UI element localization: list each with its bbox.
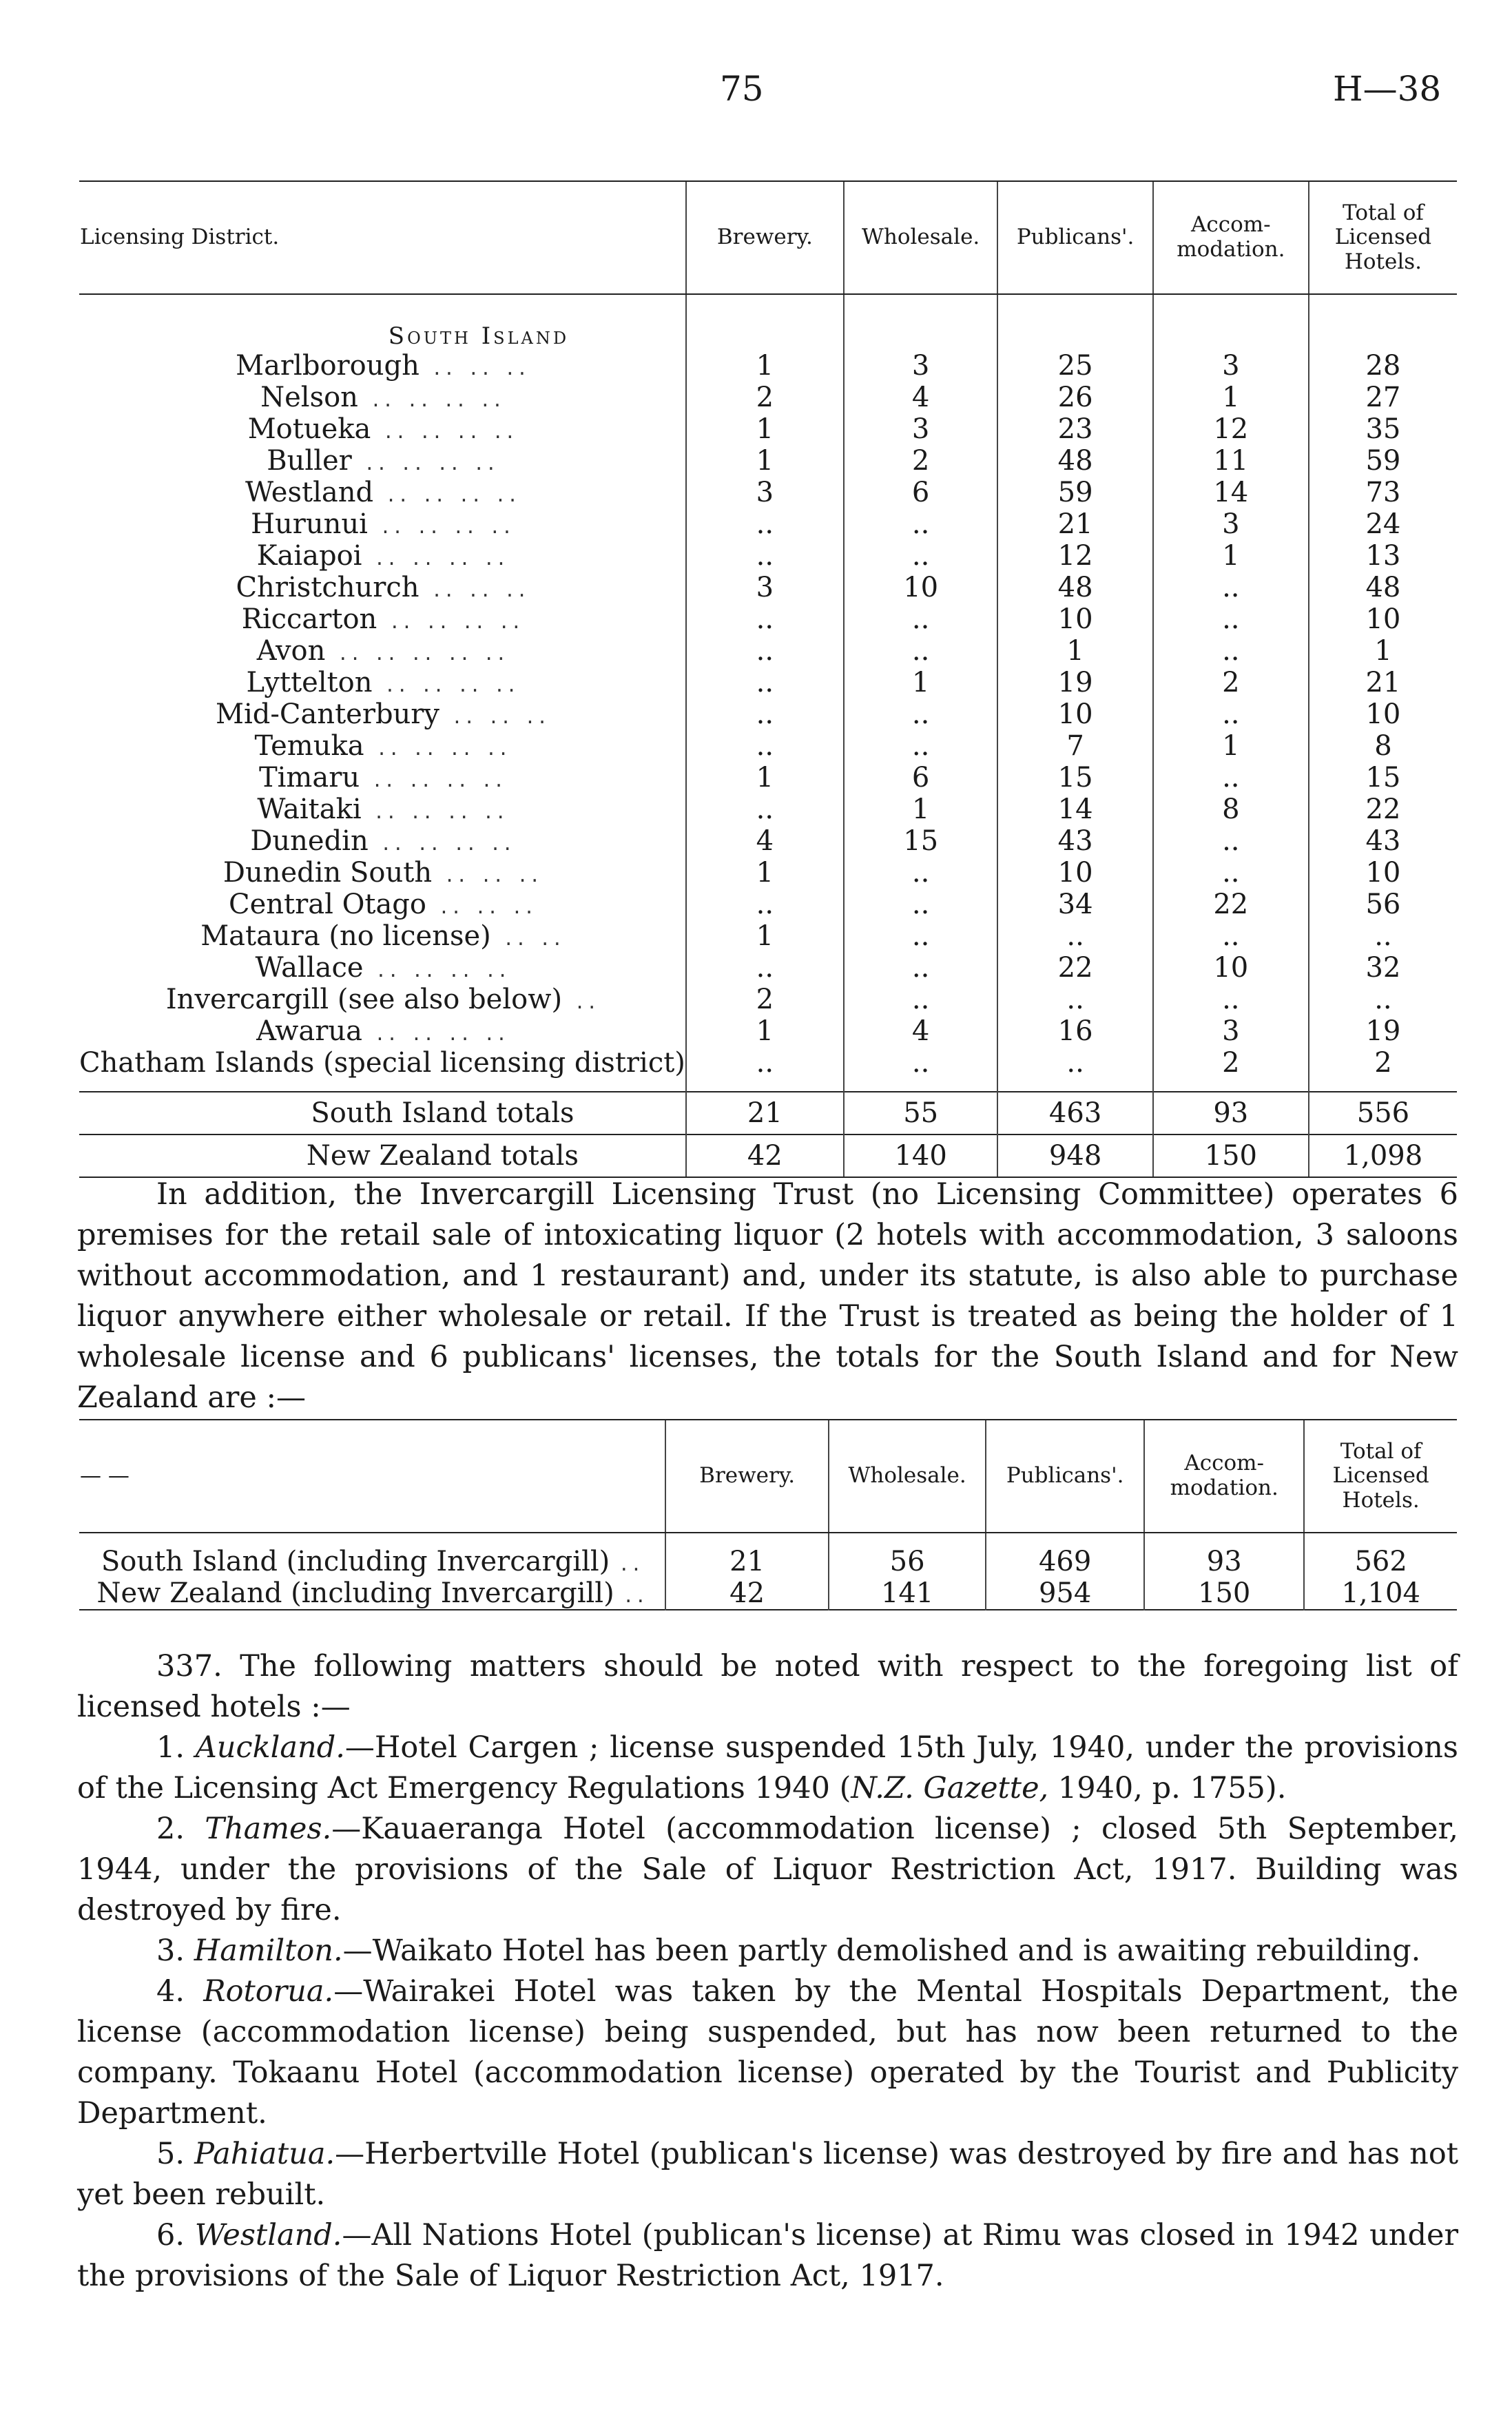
- cell: 59: [1309, 445, 1457, 477]
- list-item: 2. Thames.—Kauaeranga Hotel (accommodation license) ; closed 5th September, 1944, under the provisions of the Sale of Liquor Restriction Act, 1917. Building was destroyed by fire.: [77, 1812, 1458, 1927]
- cell: 6: [844, 477, 998, 508]
- district-name: Wallace: [255, 952, 364, 984]
- district-name: Dunedin South: [222, 857, 433, 889]
- cell: ..: [686, 698, 844, 730]
- cell: 42: [665, 1577, 829, 1610]
- list-item: 3. Hamilton.—Waikato Hotel has been partly demolished and is awaiting rebuilding.: [156, 1934, 1421, 1968]
- cell: 48: [997, 572, 1152, 603]
- cell: ..: [1309, 920, 1457, 952]
- cell: 22: [1309, 794, 1457, 825]
- cell: 21: [997, 508, 1152, 540]
- district-name: Motueka: [247, 413, 371, 445]
- column-header: Accom- modation.: [1144, 1420, 1304, 1533]
- cell: 48: [997, 445, 1152, 477]
- cell: 12: [997, 540, 1152, 572]
- cell: ..: [1153, 698, 1309, 730]
- cell: 10: [997, 603, 1152, 635]
- district-name: Chatham Islands (special licensing district): [79, 1047, 685, 1079]
- column-header: Publicans'.: [986, 1420, 1144, 1533]
- district-name: Temuka: [254, 730, 364, 762]
- cell: 14: [997, 794, 1152, 825]
- table-row: Awarua .. .. .. .. 1 4 16 3 19: [79, 1015, 1457, 1047]
- document-reference: H—38: [1333, 69, 1442, 109]
- district-name: Dunedin: [250, 825, 369, 857]
- cell: ..: [1153, 825, 1309, 857]
- list-item: 5. Pahiatua.—Herbertville Hotel (publican's license) was destroyed by fire and has not yet been rebuilt.: [77, 2137, 1459, 2212]
- cell: 12: [1153, 413, 1309, 445]
- cell: ..: [844, 1047, 998, 1079]
- cell: 43: [997, 825, 1152, 857]
- section-337: [77, 1646, 1458, 2297]
- cell: ..: [844, 984, 998, 1015]
- cell: 15: [1309, 762, 1457, 794]
- table-row: Riccarton .. .. .. .. .. .. 10 .. 10: [79, 603, 1457, 635]
- table-row: Waitaki .. .. .. .. .. 1 14 8 22: [79, 794, 1457, 825]
- cell: 25: [997, 350, 1152, 382]
- cell: 22: [1153, 889, 1309, 920]
- cell: 55: [844, 1092, 998, 1134]
- cell: 4: [686, 825, 844, 857]
- cell: ..: [844, 635, 998, 667]
- cell: ..: [1153, 572, 1309, 603]
- invercargill-trust-paragraph: [77, 1174, 1458, 1418]
- cell: ..: [1153, 857, 1309, 889]
- section-heading: South Island: [388, 322, 570, 350]
- cell: ..: [997, 920, 1152, 952]
- district-name: Christchurch: [236, 572, 420, 603]
- cell: 1: [686, 445, 844, 477]
- cell: 10: [1153, 952, 1309, 984]
- cell: 3: [1153, 508, 1309, 540]
- table-row: Timaru .. .. .. .. 1 6 15 .. 15: [79, 762, 1457, 794]
- table-row: Invercargill (see also below) .. 2 .. .. .. ..: [79, 984, 1457, 1015]
- cell: ..: [1153, 635, 1309, 667]
- cell: 16: [997, 1015, 1152, 1047]
- totals-label: South Island totals: [79, 1092, 686, 1134]
- cell: 93: [1144, 1546, 1304, 1577]
- cell: 1: [686, 1015, 844, 1047]
- cell: ..: [1153, 762, 1309, 794]
- cell: 1: [686, 413, 844, 445]
- table-row: Kaiapoi .. .. .. .. .. .. 12 1 13: [79, 540, 1457, 572]
- cell: 562: [1304, 1546, 1457, 1577]
- district-name: Central Otago: [229, 889, 426, 920]
- cell: 11: [1153, 445, 1309, 477]
- cell: ..: [686, 889, 844, 920]
- cell: 1: [686, 857, 844, 889]
- column-header: Brewery.: [665, 1420, 829, 1533]
- cell: 15: [844, 825, 998, 857]
- cell: 2: [686, 382, 844, 413]
- cell: 19: [1309, 1015, 1457, 1047]
- cell: 1: [1309, 635, 1457, 667]
- table-row: Temuka .. .. .. .. .. .. 7 1 8: [79, 730, 1457, 762]
- column-header: Accom- modation.: [1153, 181, 1309, 294]
- cell: 141: [829, 1577, 986, 1610]
- row-label: New Zealand (including Invercargill): [96, 1577, 614, 1609]
- cell: ..: [997, 984, 1152, 1015]
- cell: 954: [986, 1577, 1144, 1610]
- cell: 1: [997, 635, 1152, 667]
- cell: 469: [986, 1546, 1144, 1577]
- column-header: Total of Licensed Hotels.: [1304, 1420, 1457, 1533]
- cell: ..: [686, 730, 844, 762]
- cell: 42: [686, 1134, 844, 1177]
- cell: 56: [1309, 889, 1457, 920]
- place-name: Rotorua.: [203, 1974, 334, 2009]
- table-row: New Zealand (including Invercargill) .. 42 141 954 150 1,104: [79, 1577, 1457, 1610]
- column-header: Total of Licensed Hotels.: [1309, 181, 1457, 294]
- new-zealand-totals-row: [79, 1134, 1457, 1177]
- cell: 1,104: [1304, 1577, 1457, 1610]
- cell: 2: [1153, 667, 1309, 698]
- cell: ..: [1153, 920, 1309, 952]
- paragraph-text: In addition, the Invercargill Licensing Trust (no Licensing Committee) operates 6 premises for the retail sale of intoxicating liquor (2 hotels with accommodation, 3 saloons without accommodation, and 1 restaurant) and, under its statute, is also able to purchase liquor anywhere either wholesale or retail. If the Trust is treated as being the holder of 1 wholesale license and 6 publicans' licenses, the totals for the South Island and for New Zealand are :—: [77, 1177, 1458, 1415]
- cell: 10: [1309, 857, 1457, 889]
- cell: 1: [686, 920, 844, 952]
- district-name: Invercargill (see also below): [165, 984, 563, 1015]
- cell: 26: [997, 382, 1152, 413]
- table-header-row: — — Brewery. Wholesale. Publicans'. Accom- modation. Total of Licensed Hotels.: [79, 1420, 1457, 1533]
- cell: ..: [686, 667, 844, 698]
- cell: ..: [1309, 984, 1457, 1015]
- cell: ..: [844, 508, 998, 540]
- section-intro: 337. The following matters should be noted with respect to the foregoing list of licensed hotels :—: [77, 1649, 1458, 1724]
- cell: 1: [1153, 730, 1309, 762]
- district-name: Mid-Canterbury: [215, 698, 440, 730]
- cell: 10: [1309, 698, 1457, 730]
- table-row: Lyttelton .. .. .. .. .. 1 19 2 21: [79, 667, 1457, 698]
- cell: 8: [1153, 794, 1309, 825]
- cell: ..: [1153, 984, 1309, 1015]
- cell: 59: [997, 477, 1152, 508]
- cell: 10: [997, 698, 1152, 730]
- cell: 1: [844, 794, 998, 825]
- totals-label: New Zealand totals: [79, 1134, 686, 1177]
- cell: 27: [1309, 382, 1457, 413]
- place-name: Westland.: [194, 2218, 342, 2252]
- table-row: Dunedin .. .. .. .. 4 15 43 .. 43: [79, 825, 1457, 857]
- cell: 3: [844, 350, 998, 382]
- cell: ..: [844, 889, 998, 920]
- cell: 7: [997, 730, 1152, 762]
- cell: 34: [997, 889, 1152, 920]
- column-header: Wholesale.: [844, 181, 998, 294]
- column-header: Wholesale.: [829, 1420, 986, 1533]
- cell: ..: [686, 508, 844, 540]
- place-name: Auckland.: [195, 1730, 345, 1765]
- cell: 19: [997, 667, 1152, 698]
- table-row: Buller .. .. .. .. 1 2 48 11 59: [79, 445, 1457, 477]
- totals-including-invercargill-table: [79, 1419, 1457, 1610]
- cell: 21: [665, 1546, 829, 1577]
- cell: ..: [686, 952, 844, 984]
- district-name: Westland: [245, 477, 374, 508]
- table-row: Motueka .. .. .. .. 1 3 23 12 35: [79, 413, 1457, 445]
- district-name: Mataura (no license): [200, 920, 491, 952]
- cell: 10: [997, 857, 1152, 889]
- list-item: 6. Westland.—All Nations Hotel (publican's license) at Rimu was closed in 1942 under the provisions of the Sale of Liquor Restriction Act, 1917.: [77, 2218, 1458, 2293]
- cell: 32: [1309, 952, 1457, 984]
- table-row: Marlborough .. .. .. 1 3 25 3 28: [79, 350, 1457, 382]
- district-name: Awarua: [256, 1015, 362, 1047]
- section-heading-row: [79, 294, 1457, 350]
- cell: ..: [844, 603, 998, 635]
- cell: 3: [1153, 350, 1309, 382]
- cell: 23: [997, 413, 1152, 445]
- column-header: Publicans'.: [997, 181, 1152, 294]
- cell: ..: [686, 1047, 844, 1079]
- table-row: Christchurch .. .. .. 3 10 48 .. 48: [79, 572, 1457, 603]
- column-header: Brewery.: [686, 181, 844, 294]
- table-row: Central Otago .. .. .. .. .. 34 22 56: [79, 889, 1457, 920]
- district-name: Timaru: [258, 762, 360, 794]
- district-name: Avon: [256, 635, 326, 667]
- cell: 150: [1153, 1134, 1309, 1177]
- cell: 21: [686, 1092, 844, 1134]
- cell: 28: [1309, 350, 1457, 382]
- table-row: South Island (including Invercargill) .. 21 56 469 93 562: [79, 1546, 1457, 1577]
- cell: 1: [686, 762, 844, 794]
- cell: 2: [844, 445, 998, 477]
- cell: 8: [1309, 730, 1457, 762]
- cell: 1: [844, 667, 998, 698]
- cell: 3: [686, 572, 844, 603]
- district-name: Hurunui: [251, 508, 368, 540]
- table-row: Hurunui .. .. .. .. .. .. 21 3 24: [79, 508, 1457, 540]
- cell: 4: [844, 1015, 998, 1047]
- table-row: Westland .. .. .. .. 3 6 59 14 73: [79, 477, 1457, 508]
- cell: 2: [1153, 1047, 1309, 1079]
- cell: ..: [844, 540, 998, 572]
- cell: 1,098: [1309, 1134, 1457, 1177]
- cell: 1: [686, 350, 844, 382]
- list-item: 4. Rotorua.—Wairakei Hotel was taken by the Mental Hospitals Department, the license (accommodation license) being suspended, but has now been returned to the company. Tokaanu Hotel (accommodation license) operated by the Tourist and Publicity Department.: [77, 1974, 1458, 2131]
- cell: ..: [686, 603, 844, 635]
- cell: 2: [1309, 1047, 1457, 1079]
- table-row: Mataura (no license) .. .. 1 .. .. .. ..: [79, 920, 1457, 952]
- cell: ..: [686, 794, 844, 825]
- cell: 2: [686, 984, 844, 1015]
- cell: 150: [1144, 1577, 1304, 1610]
- place-name: Pahiatua.: [194, 2137, 335, 2171]
- column-header: Licensing District.: [79, 181, 686, 294]
- table-row: Mid-Canterbury .. .. .. .. .. 10 .. 10: [79, 698, 1457, 730]
- table-row: [79, 1047, 1457, 1079]
- cell: ..: [844, 857, 998, 889]
- cell: 15: [997, 762, 1152, 794]
- cell: 14: [1153, 477, 1309, 508]
- cell: 463: [997, 1092, 1152, 1134]
- cell: 3: [686, 477, 844, 508]
- cell: 48: [1309, 572, 1457, 603]
- cell: 4: [844, 382, 998, 413]
- cell: 3: [844, 413, 998, 445]
- cell: 73: [1309, 477, 1457, 508]
- cell: ..: [844, 730, 998, 762]
- cell: ..: [1153, 603, 1309, 635]
- cell: ..: [686, 635, 844, 667]
- cell: 43: [1309, 825, 1457, 857]
- cell: 948: [997, 1134, 1152, 1177]
- table-row: Dunedin South .. .. .. 1 .. 10 .. 10: [79, 857, 1457, 889]
- table-row: Wallace .. .. .. .. .. .. 22 10 32: [79, 952, 1457, 984]
- cell: ..: [844, 698, 998, 730]
- place-name: Hamilton.: [194, 1934, 343, 1968]
- table-row: Nelson .. .. .. .. 2 4 26 1 27: [79, 382, 1457, 413]
- page-number: 75: [720, 69, 764, 109]
- licensed-hotels-table: [79, 180, 1457, 1178]
- cell: 22: [997, 952, 1152, 984]
- district-name: Waitaki: [257, 794, 362, 825]
- place-name: Thames.: [205, 1812, 332, 1846]
- cell: 10: [1309, 603, 1457, 635]
- cell: 556: [1309, 1092, 1457, 1134]
- list-item: 1. Auckland.—Hotel Cargen ; license suspended 15th July, 1940, under the provisions of the Licensing Act Emergency Regulations 1940 (N.Z. Gazette, 1940, p. 1755).: [77, 1730, 1458, 1805]
- cell: ..: [686, 540, 844, 572]
- cell: 93: [1153, 1092, 1309, 1134]
- cell: 35: [1309, 413, 1457, 445]
- south-island-totals-row: [79, 1092, 1457, 1134]
- cell: 1: [1153, 382, 1309, 413]
- district-name: Riccarton: [241, 603, 377, 635]
- cell: 140: [844, 1134, 998, 1177]
- cell: 3: [1153, 1015, 1309, 1047]
- district-name: Kaiapoi: [256, 540, 362, 572]
- cell: 13: [1309, 540, 1457, 572]
- cell: 24: [1309, 508, 1457, 540]
- district-name: Buller: [267, 445, 352, 477]
- cell: ..: [997, 1047, 1152, 1079]
- cell: 21: [1309, 667, 1457, 698]
- table-header-row: [79, 181, 1457, 294]
- cell: ..: [844, 952, 998, 984]
- district-name: Nelson: [260, 382, 358, 413]
- cell: ..: [844, 920, 998, 952]
- cell: 1: [1153, 540, 1309, 572]
- table-row: Avon .. .. .. .. .. .. .. 1 .. 1: [79, 635, 1457, 667]
- cell: 10: [844, 572, 998, 603]
- cell: 6: [844, 762, 998, 794]
- cell: 56: [829, 1546, 986, 1577]
- row-label: South Island (including Invercargill): [101, 1546, 610, 1577]
- district-name: Marlborough: [236, 350, 420, 382]
- district-name: Lyttelton: [246, 667, 373, 698]
